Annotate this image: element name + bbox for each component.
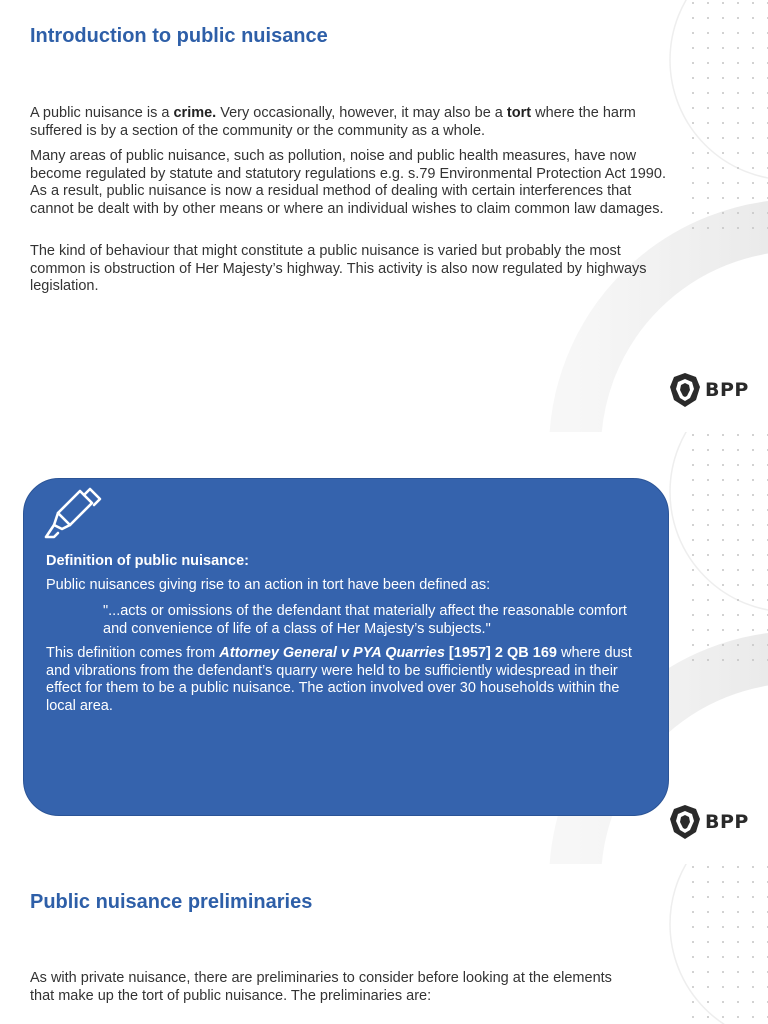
slide-introduction	[0, 0, 768, 432]
slide-preliminaries	[0, 864, 768, 1024]
paragraph-regulation: Many areas of public nuisance, such as pollution, noise and public health measures, have now become regulated by statute and statutory regulations e.g. s.79 Environmental Protection Act 1990. As a result, public nuisance is now a residual method of dealing with certain interferences that cannot be dealt with by other means or where an individual wishes to claim common law damages.	[30, 148, 666, 217]
definition-intro: Public nuisances giving rise to an action in tort have been defined as:	[46, 577, 491, 593]
logo-text: BPP	[705, 379, 749, 401]
case-name: Attorney General v PYA Quarries	[219, 645, 445, 661]
paragraph-highway: The kind of behaviour that might constitute a public nuisance is varied but probably the most common is obstruction of Her Majesty’s highway. This activity is also now regulated by highways legislation.	[30, 243, 647, 294]
definition-source: This definition comes from Attorney General v PYA Quarries [1957] 2 QB 169 where dust and vibrations from the defendant’s quarry were held to be sufficiently widespread in their effect for them to be a public nuisance. The action involved over 30 households within the local area.	[46, 645, 632, 714]
bpp-logo	[669, 804, 749, 840]
definition-box	[23, 478, 669, 816]
highlighter-icon	[40, 485, 106, 545]
definition-title: Definition of public nuisance:	[46, 553, 249, 569]
definition-quote: "...acts or omissions of the defendant that materially affect the reasonable comfort and convenience of life of a class of Her Majesty’s subjects."	[103, 603, 627, 637]
slide-definition	[0, 432, 768, 864]
lion-head-icon	[669, 372, 701, 408]
page-title: Introduction to public nuisance	[30, 25, 328, 47]
logo-text: BPP	[705, 811, 749, 833]
lion-head-icon	[669, 804, 701, 840]
paragraph-preliminaries: As with private nuisance, there are preliminaries to consider before looking at the elements that make up the tort of public nuisance. The preliminaries are:	[30, 970, 612, 1004]
paragraph-crime-tort: A public nuisance is a crime. Very occasionally, however, it may also be a tort where the harm suffered is by a section of the community or the community as a whole.	[30, 105, 636, 139]
bpp-logo	[669, 372, 749, 408]
section-title: Public nuisance preliminaries	[30, 891, 313, 913]
